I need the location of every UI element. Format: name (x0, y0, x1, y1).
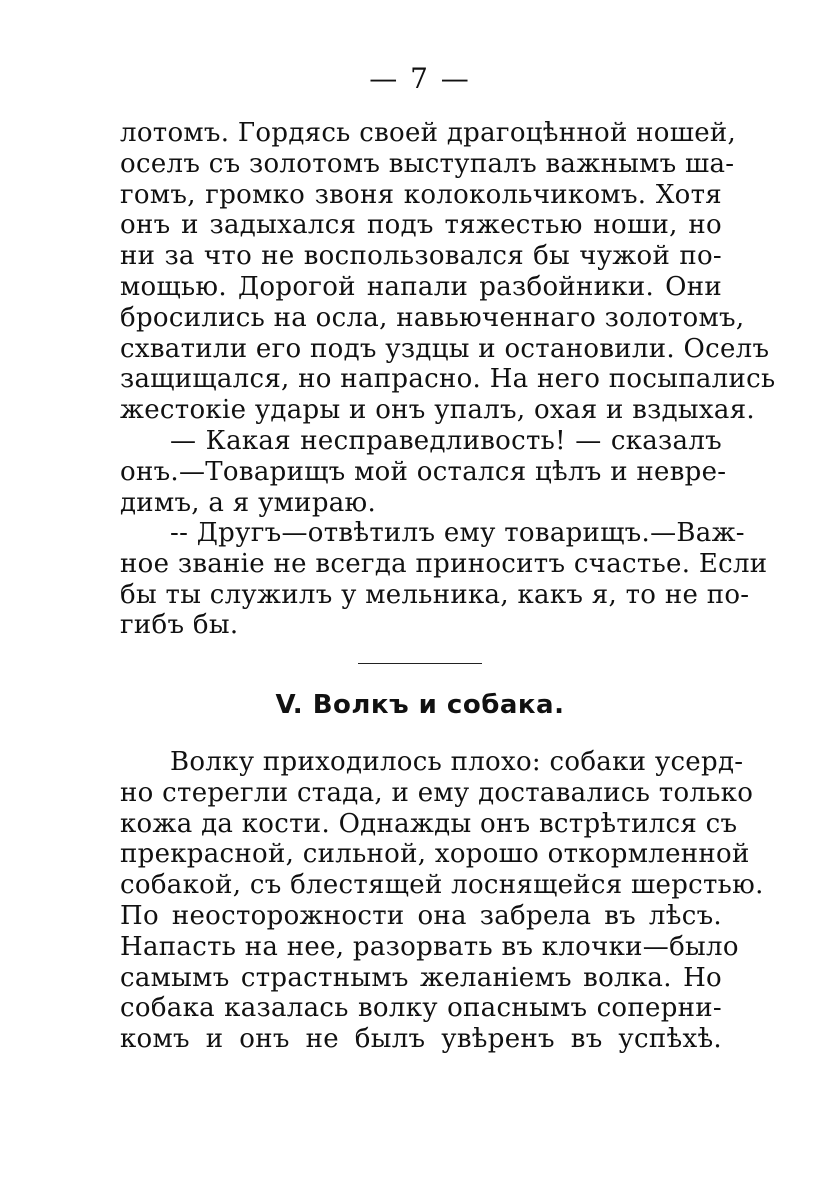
text-line: По неосторожности она забрела въ лѣсъ. (120, 900, 722, 931)
text-line: лотомъ. Гордясь своей драгоцѣнной ношей, (120, 118, 737, 148)
section-divider (358, 663, 482, 664)
text-line: онъ и задыхался подъ тяжестью ноши, но (120, 210, 722, 241)
text-line: кожа да кости. Однажды онъ встрѣтился съ (120, 808, 738, 839)
text-line: димъ, а я умираю. (120, 487, 377, 518)
text-line: защищался, но напрасно. На него посыпались (120, 364, 776, 395)
text-line: — Какая несправедливость! — сказалъ (170, 426, 722, 456)
text-line: -- Другъ—отвѣтилъ ему товарищъ.—Важ- (170, 518, 745, 548)
text-line: бросились на осла, навьюченнаго золотомъ, (120, 302, 745, 333)
text-line: оселъ съ золотомъ выступалъ важнымъ ша- (120, 148, 735, 179)
paragraph-dialogue-2 (120, 518, 768, 641)
text-line: но стерегли стада, и ему доставались только (120, 777, 754, 808)
text-line: ное званіе не всегда приноситъ счастье. Если (120, 548, 768, 579)
text-line: комъ и онъ не былъ увѣренъ въ успѣхѣ. (120, 1024, 722, 1055)
text-line: гомъ, громко звоня колокольчикомъ. Хотя (120, 179, 722, 210)
text-line: жестокіе удары и онъ упалъ, охая и вздыхая. (120, 395, 755, 426)
text-line: онъ.—Товарищъ мой остался цѣлъ и невре- (120, 456, 727, 487)
text-line: ни за что не воспользовался бы чужой по- (120, 241, 722, 272)
paragraph-fable-start (120, 747, 764, 1055)
text-line: собака казалась волку опаснымъ соперни- (120, 993, 722, 1024)
text-line: прекрасной, сильной, хорошо откормленной (120, 839, 750, 870)
text-line: Волку приходилось плохо: собаки усерд- (170, 747, 744, 777)
text-line: гибъ бы. (120, 610, 239, 641)
text-line: бы ты служилъ у мельника, какъ я, то не по- (120, 579, 750, 610)
text-line: Напасть на нее, разорвать въ клочки—было (120, 931, 739, 962)
section-heading: V. Волкъ и собака. (275, 690, 565, 720)
text-line: самымъ страстнымъ желаніемъ волка. Но (120, 962, 722, 993)
text-line: схватили его подъ уздцы и остановили. Оселъ (120, 333, 770, 364)
text-line: собакой, съ блестящей лоснящейся шерстью. (120, 870, 764, 901)
paragraph-continuation (120, 118, 776, 426)
text-line: мощью. Дорогой напали разбойники. Они (120, 271, 722, 302)
paragraph-dialogue-1 (120, 426, 727, 518)
page-number: — 7 — (369, 62, 471, 95)
